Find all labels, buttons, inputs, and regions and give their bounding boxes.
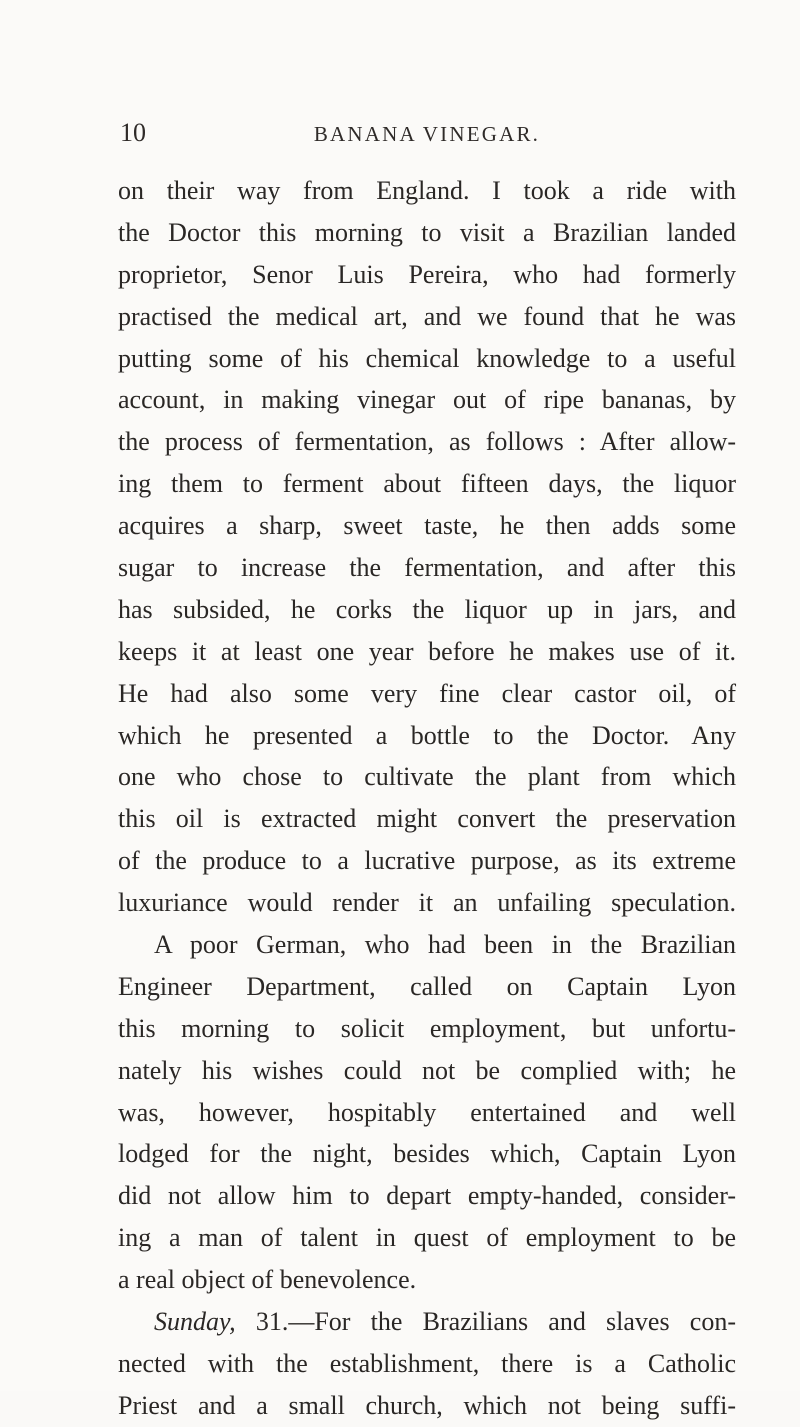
page-number: 10: [120, 118, 146, 147]
text-line: nected with the establishment, there is a Catholic: [118, 1348, 736, 1378]
text-line: nately his wishes could not be complied with; he: [118, 1055, 736, 1085]
text-line: putting some of his chemical knowledge to a useful: [118, 343, 736, 373]
day-name: Sunday,: [154, 1307, 236, 1337]
text-line: ing a man of talent in quest of employment to be: [118, 1223, 736, 1253]
text-line: one who chose to cultivate the plant from which: [118, 762, 736, 792]
running-head: [118, 118, 736, 148]
text-line: ing them to ferment about fifteen days, the liquor: [118, 469, 736, 499]
text-line: A poor German, who had been in the Brazilian: [154, 930, 736, 960]
running-title: BANANA VINEGAR.: [313, 122, 541, 146]
text-line: proprietor, Senor Luis Pereira, who had formerly: [118, 259, 736, 289]
text-line: has subsided, he corks the liquor up in jars, and: [118, 594, 736, 624]
text-line: sugar to increase the fermentation, and after this: [118, 553, 736, 583]
text-line: acquires a sharp, sweet taste, he then adds some: [118, 511, 736, 541]
text-line: Engineer Department, called on Captain Lyon: [118, 971, 736, 1001]
text-line: He had also some very fine clear castor oil, of: [118, 678, 736, 708]
text-line: a real object of benevolence.: [118, 1265, 417, 1295]
body-text: [118, 170, 736, 1427]
text-line: practised the medical art, and we found that he was: [118, 301, 736, 331]
text-line: was, however, hospitably entertained and well: [118, 1097, 736, 1127]
text-line: Priest and a small church, which not being suffi-: [118, 1390, 736, 1420]
text-line: on their way from England. I took a ride with: [118, 176, 736, 205]
text-line: lodged for the night, besides which, Captain Lyon: [118, 1139, 736, 1169]
date-entry: 31.—For the Brazilians and slaves con-: [255, 1307, 736, 1337]
text-line: the Doctor this morning to visit a Brazilian landed: [118, 217, 736, 247]
text-line: which he presented a bottle to the Doctor. Any: [118, 720, 736, 750]
text-line: of the produce to a lucrative purpose, as its extreme: [118, 846, 736, 876]
text-line: keeps it at least one year before he makes use of it.: [118, 636, 736, 666]
text-line: the process of fermentation, as follows : After allow-: [118, 427, 736, 457]
text-line: account, in making vinegar out of ripe bananas, by: [118, 385, 736, 415]
text-line-dated: [118, 1301, 736, 1343]
text-line: this oil is extracted might convert the preservation: [118, 804, 736, 834]
text-line: did not allow him to depart empty-handed, consider-: [118, 1181, 736, 1211]
text-line: luxuriance would render it an unfailing speculation.: [118, 888, 736, 918]
text-line: this morning to solicit employment, but unfortu-: [118, 1013, 736, 1043]
